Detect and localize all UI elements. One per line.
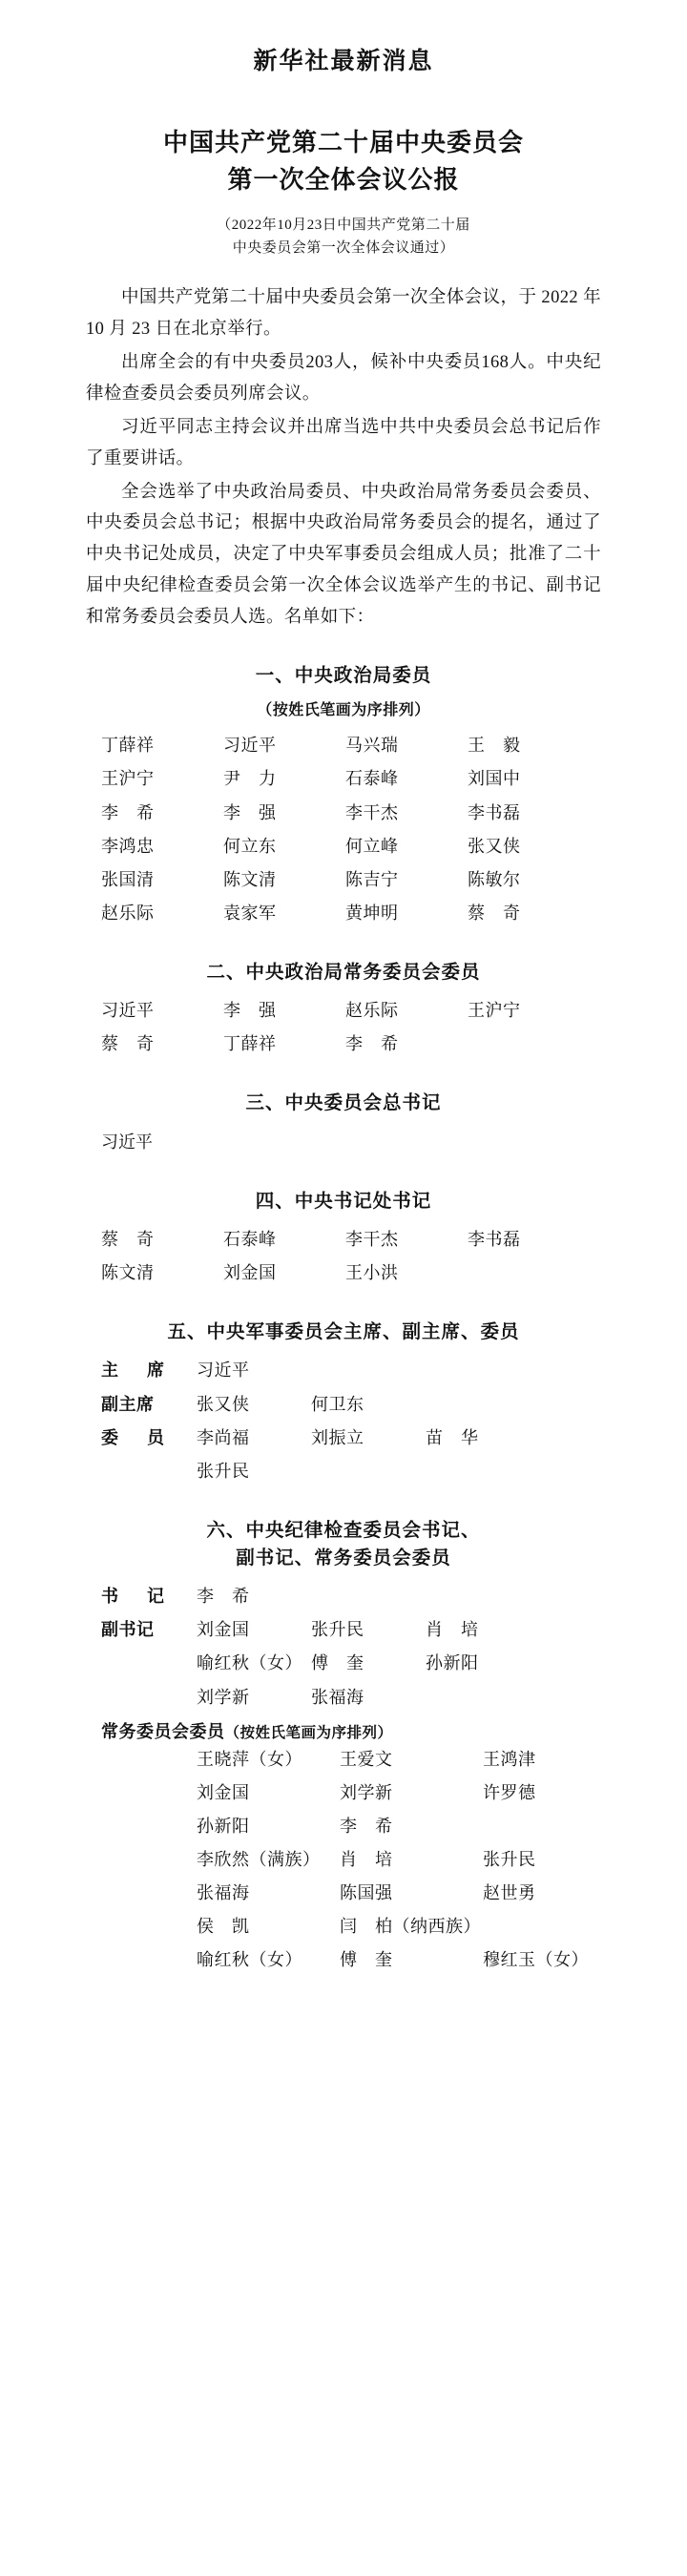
page-title: [86, 124, 601, 198]
name-cell: 丁薛祥: [101, 736, 155, 756]
name-cell: 蔡 奇: [101, 1034, 155, 1054]
name-cell: 李干杰: [345, 1229, 399, 1249]
name-cell: 石泰峰: [223, 1229, 277, 1249]
name-row: [197, 1943, 601, 1977]
name-row: [197, 1877, 601, 1910]
name-cell: 刘学新: [197, 1687, 250, 1707]
name-cell: 习近平: [101, 1001, 155, 1021]
name-cell: 王沪宁: [101, 769, 155, 789]
name-cell: 张国清: [101, 869, 155, 889]
name-row: [197, 1810, 601, 1843]
secretariat-name-grid: [86, 1223, 601, 1290]
section-heading-cmc: 五、中央军事委员会主席、副主席、委员: [167, 1322, 520, 1343]
standing-label-text: 常务委员会委员: [101, 1721, 225, 1741]
name-cell: 王小洪: [345, 1263, 399, 1283]
name-cell: 陈敏尔: [468, 869, 521, 889]
name-row: [86, 762, 601, 796]
name-cell: 孙新阳: [426, 1653, 479, 1673]
name-row: [86, 729, 601, 762]
name-cell: 张福海: [311, 1687, 364, 1707]
name-row: [197, 1743, 601, 1776]
masthead: 新华社最新消息: [253, 49, 434, 74]
subtitle-line-1: （2022年10月23日中国共产党第二十届: [217, 218, 470, 233]
ccdi-heading-line-1: 六、中央纪律检查委员会书记、: [206, 1520, 481, 1541]
name-cell: 王爱文: [340, 1749, 393, 1769]
section-heading-ccdi: [86, 1517, 601, 1573]
role-row: [101, 1580, 601, 1613]
name-cell: 张升民: [197, 1461, 250, 1481]
name-cell: 张又侠: [468, 836, 521, 856]
name-cell: 赵乐际: [345, 1001, 399, 1021]
name-cell: 李欣然（满族）: [197, 1849, 321, 1869]
name-cell: 丁薛祥: [223, 1034, 277, 1054]
name-cell: 习近平: [223, 736, 277, 756]
name-cell: 王沪宁: [468, 1001, 521, 1021]
role-row: [101, 1647, 601, 1680]
standing-committee-name-grid: [86, 994, 601, 1061]
name-cell: 马兴瑞: [345, 736, 399, 756]
name-row: [197, 1843, 601, 1877]
name-cell: 刘金国: [223, 1263, 277, 1283]
role-row: [101, 1388, 601, 1422]
politburo-name-grid: [86, 729, 601, 930]
name-row: [86, 863, 601, 897]
name-cell: 傅 奎: [340, 1950, 393, 1970]
cmc-role-block: [86, 1354, 601, 1487]
ccdi-standing-name-grid: [86, 1743, 601, 1978]
name-cell: 肖 培: [340, 1849, 393, 1869]
name-cell: 王晓萍（女）: [197, 1749, 302, 1769]
name-cell: 石泰峰: [345, 769, 399, 789]
name-cell: 李 希: [345, 1034, 399, 1054]
name-row: [86, 797, 601, 830]
name-cell: 王 毅: [468, 736, 521, 756]
name-cell: 袁家军: [223, 903, 277, 923]
role-row: [101, 1422, 601, 1455]
role-names: [197, 1681, 601, 1714]
ccdi-standing-committee-label: [86, 1718, 601, 1743]
name-row: [197, 1776, 601, 1810]
body-text: [86, 282, 601, 634]
role-names: [197, 1580, 601, 1613]
name-row: [86, 1257, 601, 1290]
role-names: [197, 1388, 601, 1422]
paragraph-2: 出席全会的有中央委员203人，候补中央委员168人。中央纪律检查委员会委员列席会议。: [86, 352, 601, 404]
role-label: 主 席: [101, 1361, 170, 1381]
name-cell: 陈吉宁: [345, 869, 399, 889]
name-cell: 刘振立: [311, 1427, 364, 1447]
role-row: [101, 1455, 601, 1488]
name-cell: 李尚福: [197, 1427, 250, 1447]
name-cell: 何卫东: [311, 1394, 364, 1414]
name-row: [197, 1910, 601, 1943]
name-cell: 喻红秋（女）: [197, 1653, 302, 1673]
paragraph-4: 全会选举了中央政治局委员、中央政治局常务委员会委员、中央委员会总书记；根据中央政治局常务委员会的提名，通过了中央书记处成员，决定了中央军事委员会组成人员；批准了二十届中央纪律检查委员会第一次全体会议选举产生的书记、副书记和常务委员会委员人选。名单如下：: [86, 482, 601, 628]
name-cell: 侯 凯: [197, 1917, 250, 1937]
name-cell: 李鸿忠: [101, 836, 155, 856]
name-cell: 孙新阳: [197, 1816, 250, 1836]
name-cell: 肖 培: [426, 1620, 479, 1640]
role-row: [101, 1681, 601, 1714]
name-cell: 喻红秋（女）: [197, 1950, 302, 1970]
name-cell: 赵世勇: [483, 1883, 536, 1903]
name-cell: 李 强: [223, 802, 277, 822]
name-cell: 陈国强: [340, 1883, 393, 1903]
name-cell: 张福海: [197, 1883, 250, 1903]
title-line-2: 第一次全体会议公报: [227, 166, 460, 194]
ccdi-heading-line-2: 副书记、常务委员会委员: [236, 1548, 451, 1569]
role-names: [197, 1354, 601, 1387]
name-cell: 何立峰: [345, 836, 399, 856]
name-cell: [483, 1810, 626, 1843]
name-cell: 赵乐际: [101, 903, 155, 923]
standing-label-note: （按姓氏笔画为序排列）: [224, 1724, 393, 1741]
name-cell: 李书磊: [468, 802, 521, 822]
name-cell: 蔡 奇: [101, 1229, 155, 1249]
name-cell: 王鸿津: [483, 1749, 536, 1769]
general-secretary-name: 习近平: [101, 1132, 153, 1152]
name-cell: 傅 奎: [311, 1653, 364, 1673]
name-cell: 刘金国: [197, 1620, 250, 1640]
name-row: [86, 1028, 601, 1061]
role-row: [101, 1354, 601, 1387]
name-cell: 苗 华: [426, 1427, 479, 1447]
document-subtitle: [86, 214, 601, 260]
name-cell: 刘国中: [468, 769, 521, 789]
name-cell: 陈文清: [101, 1263, 155, 1283]
name-cell: 刘金国: [197, 1782, 250, 1802]
paragraph-3: 习近平同志主持会议并出席当选中共中央委员会总书记后作了重要讲话。: [86, 417, 601, 468]
ccdi-role-block: [86, 1580, 601, 1714]
name-row: [86, 994, 601, 1028]
role-label: 书 记: [101, 1587, 170, 1607]
name-cell: 闫 柏（纳西族）: [340, 1917, 481, 1937]
name-cell: [483, 1910, 626, 1943]
name-cell: 刘学新: [340, 1782, 393, 1802]
name-cell: 何立东: [223, 836, 277, 856]
name-row: [86, 1223, 601, 1257]
name-cell: 张升民: [311, 1620, 364, 1640]
subtitle-line-2: 中央委员会第一次全体会议通过）: [232, 240, 455, 256]
name-row: [86, 830, 601, 863]
role-names: [197, 1422, 601, 1455]
role-names: [197, 1455, 601, 1488]
name-cell: 许罗德: [483, 1782, 536, 1802]
section-heading-general-secretary: 三、中央委员会总书记: [245, 1093, 442, 1114]
name-cell: 尹 力: [223, 769, 277, 789]
name-cell: 穆红玉（女）: [483, 1950, 589, 1970]
role-names: [197, 1647, 601, 1680]
name-row: [86, 897, 601, 930]
paragraph-1: 中国共产党第二十届中央委员会第一次全体会议，于 2022 年 10 月 23 日在北京举行。: [86, 288, 601, 339]
name-cell: 黄坤明: [345, 903, 399, 923]
role-label: 副主席: [101, 1394, 155, 1414]
section-note-politburo: （按姓氏笔画为序排列）: [257, 702, 430, 719]
role-names: [197, 1613, 601, 1647]
name-cell: 蔡 奇: [468, 903, 521, 923]
role-row: [101, 1613, 601, 1647]
name-cell: 李 强: [223, 1001, 277, 1021]
section-heading-standing-committee: 二、中央政治局常务委员会委员: [206, 962, 481, 983]
role-label: 委 员: [101, 1427, 170, 1447]
role-label: 副书记: [101, 1620, 155, 1640]
section-heading-secretariat: 四、中央书记处书记: [255, 1191, 432, 1212]
name-cell: 张又侠: [197, 1394, 250, 1414]
name-cell: 李 希: [197, 1587, 250, 1607]
name-cell: 李干杰: [345, 802, 399, 822]
name-cell: 李 希: [101, 802, 155, 822]
name-cell: 张升民: [483, 1849, 536, 1869]
name-cell: 李书磊: [468, 1229, 521, 1249]
name-cell: 李 希: [340, 1816, 393, 1836]
name-cell: 习近平: [197, 1361, 250, 1381]
name-cell: 陈文清: [223, 869, 277, 889]
title-line-1: 中国共产党第二十届中央委员会: [162, 129, 524, 156]
section-heading-politburo: 一、中央政治局委员: [255, 666, 432, 687]
